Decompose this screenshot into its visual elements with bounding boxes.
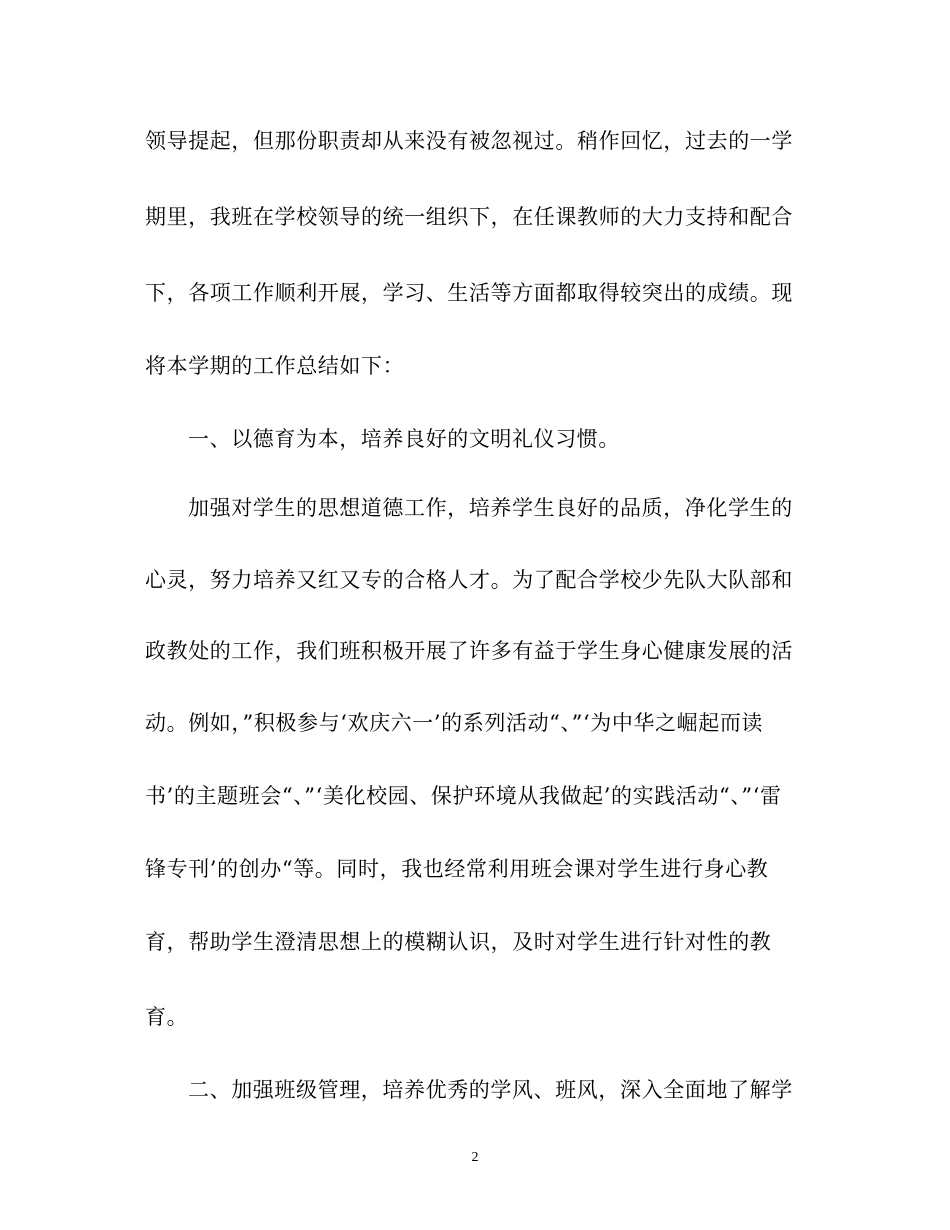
text-line: 政教处的工作，我们班积极开展了许多有益于学生身心健康发展的活 — [145, 639, 793, 663]
text-line: 期里，我班在学校领导的统一组织下，在任课教师的大力支持和配合 — [145, 205, 793, 229]
text-line: 加强对学生的思想道德工作，培养学生良好的品质，净化学生的 — [188, 496, 793, 520]
text-line: 书’的主题班会“、”‘美化校园、保护环境从我做起’的实践活动“、”‘雷 — [145, 784, 782, 808]
text-line: 动。例如，”积极参与‘欢庆六一’的系列活动“、”‘为中华之崛起而读 — [145, 711, 764, 735]
section-heading: 二、加强班级管理，培养优秀的学风、班风，深入全面地了解学 — [188, 1078, 793, 1102]
text-line: 心灵，努力培养又红又专的合格人才。为了配合学校少先队大队部和 — [145, 568, 793, 592]
text-line: 育。 — [145, 1005, 189, 1029]
text-line: 将本学期的工作总结如下： — [145, 354, 405, 378]
text-line: 领导提起，但那份职责却从来没有被忽视过。稍作回忆，过去的一学 — [145, 129, 793, 153]
page-number: 2 — [471, 1150, 479, 1165]
text-line: 下，各项工作顺利开展，学习、生活等方面都取得较突出的成绩。现 — [145, 281, 793, 305]
text-line: 育，帮助学生澄清思想上的模糊认识，及时对学生进行针对性的教 — [145, 930, 772, 954]
text-line: 锋专刊’的创办“等。同时，我也经常利用班会课对学生进行身心教 — [145, 857, 769, 881]
section-heading: 一、以德育为本，培养良好的文明礼仪习惯。 — [188, 427, 620, 451]
